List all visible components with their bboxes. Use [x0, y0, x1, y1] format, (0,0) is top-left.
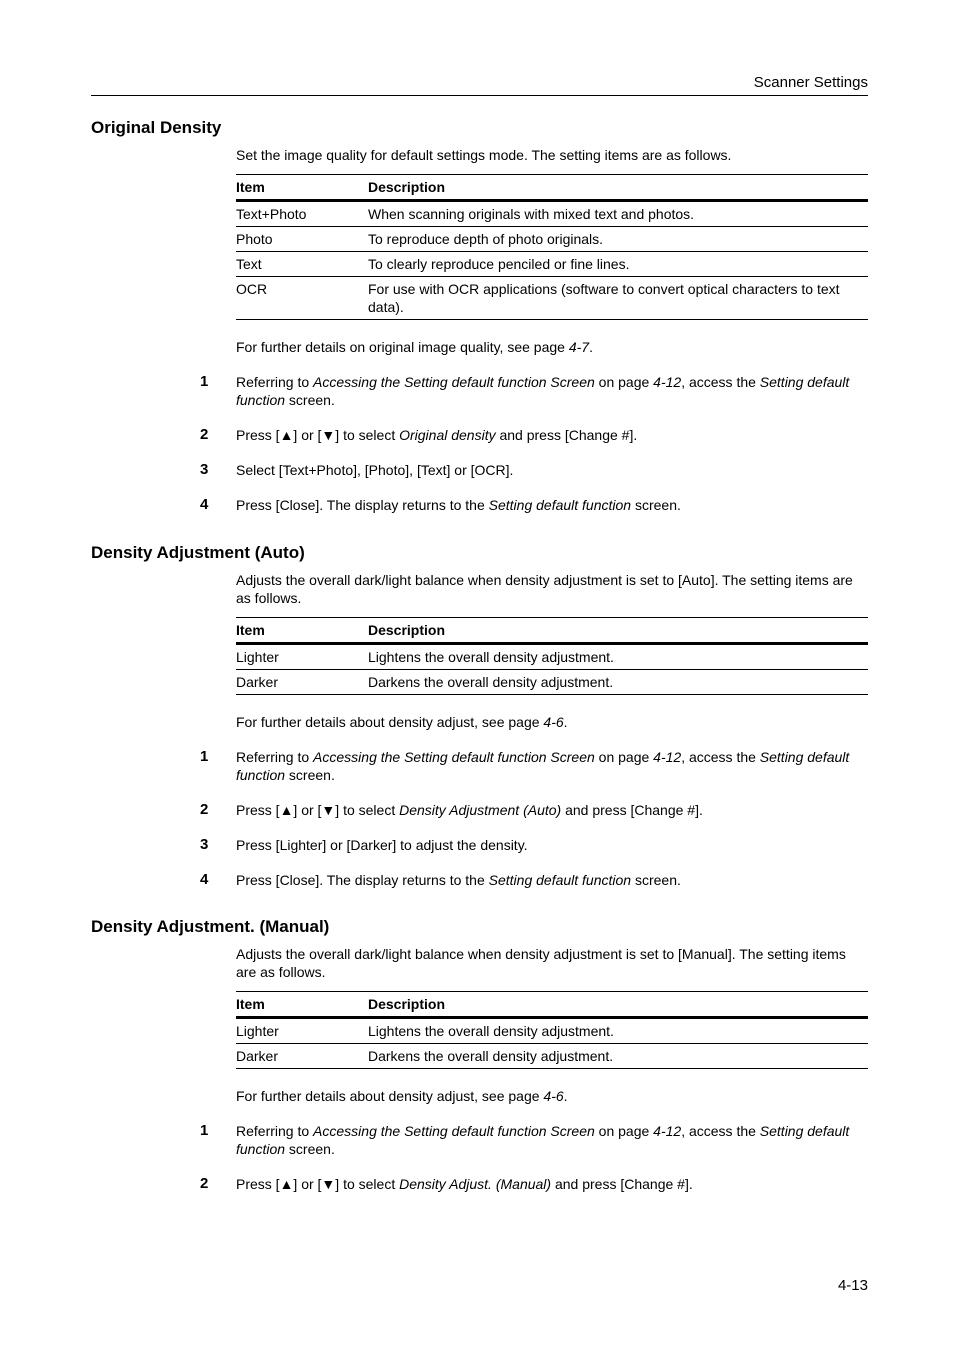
item-cell: Darker	[236, 670, 368, 695]
description-cell: To reproduce depth of photo originals.	[368, 227, 868, 252]
table-row	[236, 227, 868, 252]
settings-table	[236, 617, 868, 695]
note-text: For further details about density adjust, see page	[236, 714, 544, 730]
step-number: 1	[200, 1122, 209, 1139]
reference-note	[236, 713, 868, 731]
reference-title: Accessing the Setting default function Screen	[313, 1123, 595, 1139]
setting-name: Density Adjustment (Auto)	[399, 802, 562, 818]
column-header: Description	[368, 175, 868, 201]
description-cell: Lightens the overall density adjustment.	[368, 644, 868, 670]
text: Referring to	[236, 374, 314, 390]
table-row	[236, 1044, 868, 1069]
step	[91, 748, 868, 784]
step	[91, 871, 868, 889]
table-row	[236, 252, 868, 277]
description-cell: Darkens the overall density adjustment.	[368, 1044, 868, 1069]
step	[91, 426, 868, 444]
description-cell: When scanning originals with mixed text and photos.	[368, 201, 868, 227]
column-header: Description	[368, 618, 868, 644]
column-header: Item	[236, 992, 368, 1018]
text: screen.	[631, 497, 681, 513]
note-text: For further details about density adjust, see page	[236, 1088, 544, 1104]
note-text: .	[563, 1088, 568, 1104]
step-text: Press [Lighter] or [Darker] to adjust the density.	[236, 837, 528, 853]
item-cell: Lighter	[236, 1018, 368, 1044]
table-row	[236, 277, 868, 320]
text: on page	[594, 1123, 654, 1139]
text: Press [Close]. The display returns to the	[236, 872, 489, 888]
setting-name: Original density	[399, 427, 496, 443]
text: Press [▲] or [▼] to select	[236, 802, 400, 818]
text: , access the	[681, 374, 760, 390]
column-header: Item	[236, 175, 368, 201]
page-reference: 4-12	[653, 1123, 682, 1139]
page-reference: 4-12	[653, 374, 682, 390]
screen-name: Setting default function	[488, 497, 632, 513]
section-original-density	[91, 118, 868, 514]
page-reference: 4-12	[653, 749, 682, 765]
text: , access the	[681, 1123, 760, 1139]
step-text	[236, 1175, 868, 1193]
step-number: 1	[200, 373, 209, 390]
step-number: 4	[200, 496, 209, 513]
description-cell: Lightens the overall density adjustment.	[368, 1018, 868, 1044]
step	[91, 373, 868, 409]
text: screen.	[285, 392, 335, 408]
page-header	[91, 72, 868, 96]
step	[91, 496, 868, 514]
text: and press [Change #].	[561, 802, 703, 818]
section-title: Original Density	[91, 118, 222, 137]
settings-table	[236, 174, 868, 320]
step-text	[236, 801, 868, 819]
item-cell: Photo	[236, 227, 368, 252]
step	[91, 836, 868, 854]
step-number: 2	[200, 801, 209, 818]
text: Press [▲] or [▼] to select	[236, 1176, 400, 1192]
table-header-row	[236, 175, 868, 201]
item-cell: Lighter	[236, 644, 368, 670]
note-text: .	[589, 339, 593, 355]
section-title: Density Adjustment. (Manual)	[91, 917, 330, 936]
table-row	[236, 670, 868, 695]
text: and press [Change #].	[495, 427, 638, 443]
screen-name: Setting default function	[488, 872, 632, 888]
text: screen.	[631, 872, 681, 888]
description-cell: Darkens the overall density adjustment.	[368, 670, 868, 695]
text: Referring to	[236, 749, 314, 765]
item-cell: OCR	[236, 277, 368, 320]
step-number: 2	[200, 426, 209, 443]
page-number: 4-13	[837, 1277, 868, 1294]
section-intro: Set the image quality for default settings mode. The setting items are as follows.	[236, 147, 732, 163]
step	[91, 461, 868, 479]
table-row	[236, 644, 868, 670]
text: Press [Close]. The display returns to the	[236, 497, 489, 513]
page-reference: 4-7	[568, 339, 590, 355]
section-intro: Adjusts the overall dark/light balance when density adjustment is set to [Auto]. The setting items are as follows.	[236, 572, 853, 606]
step	[91, 801, 868, 819]
step-text	[236, 426, 868, 444]
step-number: 3	[200, 836, 209, 853]
header-title: Scanner Settings	[753, 74, 868, 91]
step-text	[236, 871, 868, 889]
step-number: 3	[200, 461, 209, 478]
step-number: 2	[200, 1175, 209, 1192]
item-cell: Darker	[236, 1044, 368, 1069]
text: on page	[594, 749, 654, 765]
settings-table	[236, 991, 868, 1069]
step-number: 1	[200, 748, 209, 765]
text: and press [Change #].	[551, 1176, 693, 1192]
screen-name: Setting default function	[236, 374, 850, 408]
step-text	[236, 1122, 868, 1158]
section-density-auto	[91, 543, 868, 889]
table-header-row	[236, 618, 868, 644]
text: , access the	[681, 749, 760, 765]
screen-name: Setting default function	[236, 749, 850, 783]
note-text: For further details on original image quality, see page	[236, 339, 569, 355]
setting-name: Density Adjust. (Manual)	[399, 1176, 552, 1192]
step-text	[236, 496, 868, 514]
section-title: Density Adjustment (Auto)	[91, 543, 305, 562]
text: screen.	[285, 767, 335, 783]
step	[91, 1122, 868, 1158]
text: screen.	[285, 1141, 335, 1157]
section-density-manual	[91, 917, 868, 1193]
step-number: 4	[200, 871, 209, 888]
description-cell: To clearly reproduce penciled or fine lines.	[368, 252, 868, 277]
reference-title: Accessing the Setting default function Screen	[313, 374, 595, 390]
section-intro: Adjusts the overall dark/light balance when density adjustment is set to [Manual]. The setting items are as follows.	[236, 946, 846, 980]
page-reference: 4-6	[543, 1088, 564, 1104]
page-reference: 4-6	[543, 714, 564, 730]
step	[91, 1175, 868, 1193]
step-text	[236, 748, 868, 784]
screen-name: Setting default function	[236, 1123, 850, 1157]
table-row	[236, 201, 868, 227]
text: Press [▲] or [▼] to select	[236, 427, 400, 443]
reference-note	[236, 338, 868, 356]
step-text	[236, 373, 868, 409]
table-row	[236, 1018, 868, 1044]
item-cell: Text+Photo	[236, 201, 368, 227]
item-cell: Text	[236, 252, 368, 277]
reference-note	[236, 1087, 868, 1105]
description-cell: For use with OCR applications (software to convert optical characters to text data).	[368, 277, 868, 320]
reference-title: Accessing the Setting default function Screen	[313, 749, 595, 765]
table-header-row	[236, 992, 868, 1018]
text: Referring to	[236, 1123, 314, 1139]
note-text: .	[563, 714, 568, 730]
text: on page	[594, 374, 654, 390]
column-header: Description	[368, 992, 868, 1018]
step-text: Select [Text+Photo], [Photo], [Text] or [OCR].	[236, 462, 514, 478]
column-header: Item	[236, 618, 368, 644]
